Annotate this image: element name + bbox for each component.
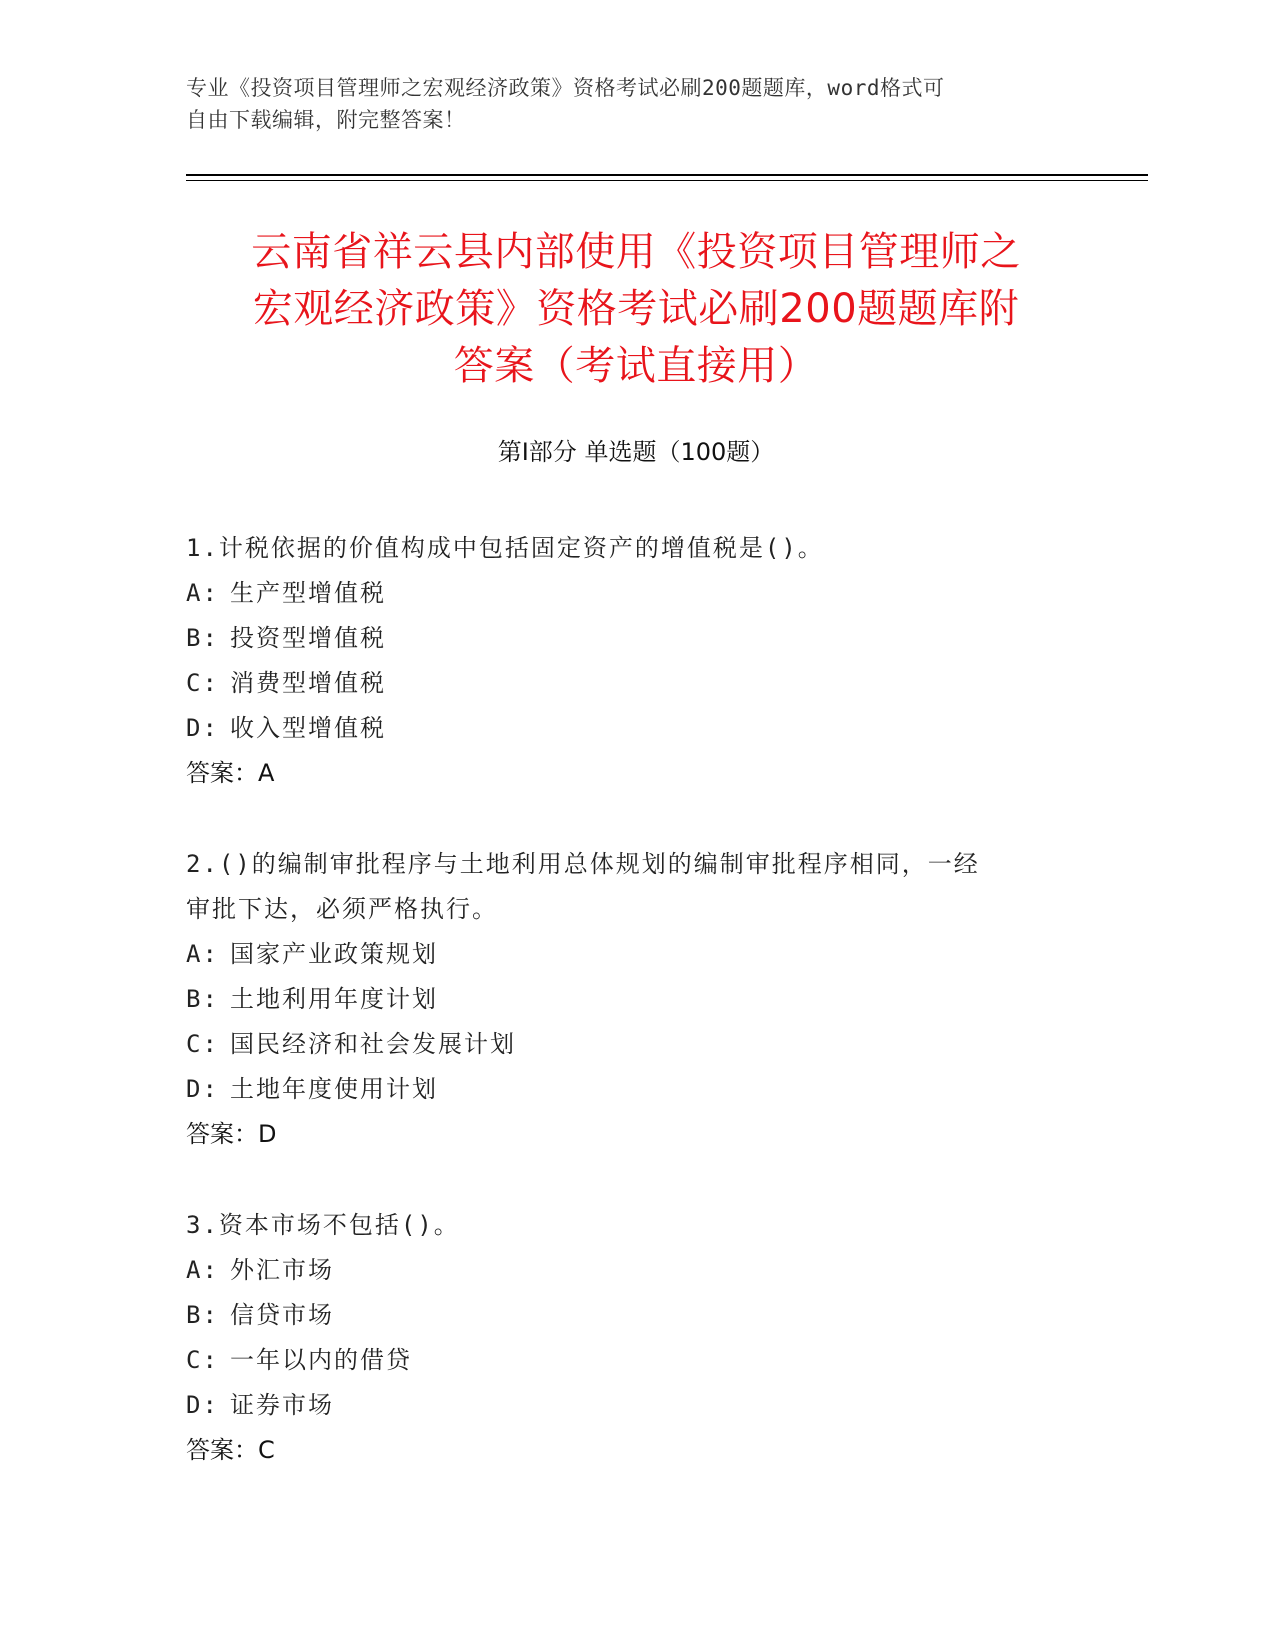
option-text: 一年以内的借贷 — [230, 1346, 412, 1374]
option-letter: B: — [186, 1301, 219, 1329]
option-letter: C: — [186, 1346, 219, 1374]
option-d — [186, 1383, 1066, 1428]
option-text: 投资型增值税 — [230, 624, 386, 652]
option-letter: A: — [186, 579, 219, 607]
question-list — [186, 526, 1066, 1519]
title-line-1: 云南省祥云县内部使用《投资项目管理师之 — [251, 229, 1021, 275]
question-stem: 2.()的编制审批程序与土地利用总体规划的编制审批程序相同，一经 — [186, 850, 980, 878]
option-letter: A: — [186, 1256, 219, 1284]
question-stem: 3.资本市场不包括()。 — [186, 1211, 460, 1239]
question-stem-continuation: 审批下达，必须严格执行。 — [186, 895, 498, 923]
option-c — [186, 1022, 1066, 1067]
header-divider-thick — [186, 174, 1148, 176]
answer-line: 答案：A — [186, 759, 275, 787]
option-letter: D: — [186, 714, 219, 742]
option-letter: C: — [186, 1030, 219, 1058]
question-item — [186, 842, 1066, 1157]
answer-line: 答案：C — [186, 1436, 275, 1464]
question-item — [186, 526, 1066, 796]
option-a — [186, 571, 1066, 616]
page-header — [186, 72, 1066, 136]
option-a — [186, 932, 1066, 977]
option-c — [186, 1338, 1066, 1383]
title-line-2: 宏观经济政策》资格考试必刷200题题库附 — [252, 286, 1020, 332]
option-a — [186, 1248, 1066, 1293]
question-stem: 1.计税依据的价值构成中包括固定资产的增值税是()。 — [186, 534, 824, 562]
option-text: 国民经济和社会发展计划 — [230, 1030, 516, 1058]
option-text: 国家产业政策规划 — [230, 940, 438, 968]
section-heading: 第I部分 单选题（100题） — [497, 438, 775, 466]
option-text: 土地年度使用计划 — [230, 1075, 438, 1103]
option-d — [186, 706, 1066, 751]
option-letter: B: — [186, 624, 219, 652]
option-text: 信贷市场 — [230, 1301, 334, 1329]
option-letter: D: — [186, 1075, 219, 1103]
header-divider-thin — [186, 180, 1148, 181]
option-b — [186, 977, 1066, 1022]
option-text: 收入型增值税 — [230, 714, 386, 742]
option-b — [186, 1293, 1066, 1338]
option-c — [186, 661, 1066, 706]
option-text: 外汇市场 — [230, 1256, 334, 1284]
option-letter: D: — [186, 1391, 219, 1419]
option-letter: B: — [186, 985, 219, 1013]
document-title — [186, 224, 1086, 395]
option-text: 证券市场 — [230, 1391, 334, 1419]
option-text: 土地利用年度计划 — [230, 985, 438, 1013]
option-letter: A: — [186, 940, 219, 968]
title-line-3: 答案（考试直接用） — [453, 343, 819, 389]
answer-line: 答案：D — [186, 1120, 277, 1148]
header-line-2: 自由下载编辑，附完整答案！ — [186, 108, 466, 132]
option-b — [186, 616, 1066, 661]
question-item — [186, 1203, 1066, 1473]
option-text: 生产型增值税 — [230, 579, 386, 607]
option-letter: C: — [186, 669, 219, 697]
option-text: 消费型增值税 — [230, 669, 386, 697]
option-d — [186, 1067, 1066, 1112]
header-line-1: 专业《投资项目管理师之宏观经济政策》资格考试必刷200题题库，word格式可 — [186, 76, 945, 100]
